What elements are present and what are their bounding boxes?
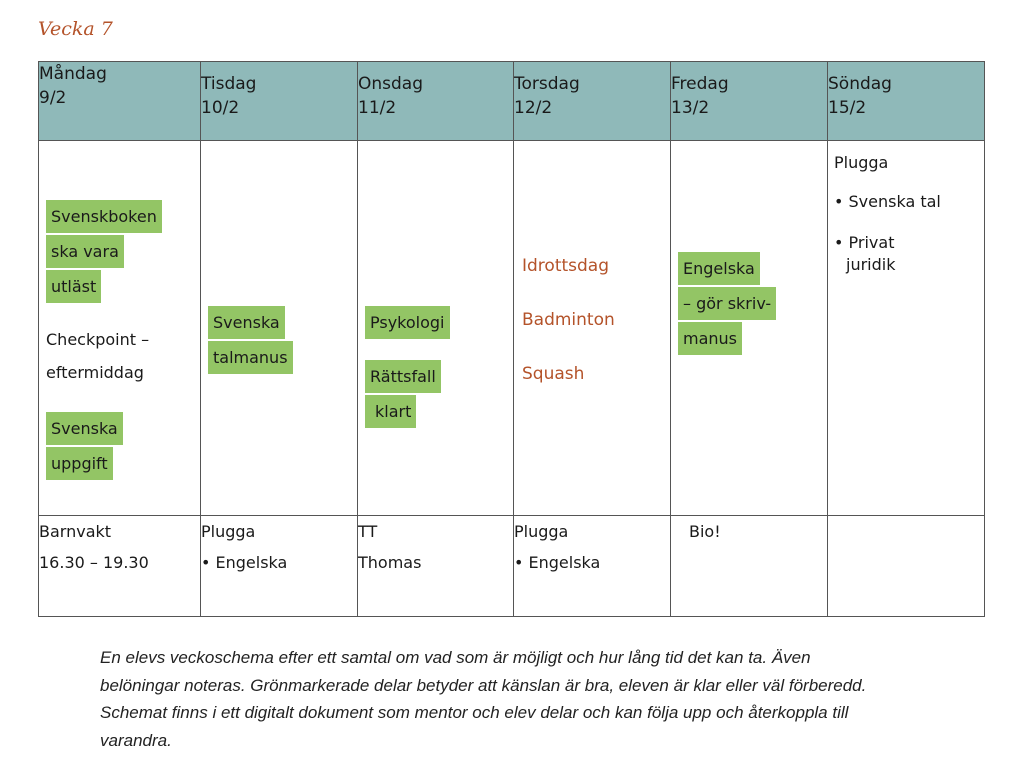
sunday-heading: Plugga [834,153,889,172]
activity-idrottsdag: Idrottsdag [522,256,610,276]
footer-sunday [828,516,985,617]
cell-sunday [828,141,985,516]
checkpoint-text: Checkpoint – [46,330,150,349]
footer-friday: Bio! [671,516,828,617]
highlight-talmanus: talmanus [208,341,293,374]
header-row [39,62,985,141]
day-header-tuesday: Tisdag 10/2 [201,62,358,141]
highlight-gor-skriv: – gör skriv- [678,287,776,320]
sunday-bullet-svenska-tal: • Svenska tal [834,192,941,211]
highlight-svenskboken: Svenskboken [46,200,162,233]
week-schedule-table [38,61,985,617]
highlight-svenska-tal: Svenska [208,306,285,339]
highlight-utlast: utläst [46,270,101,303]
highlight-rattsfall: Rättsfall [365,360,441,393]
day-header-wednesday: Onsdag 11/2 [358,62,514,141]
footer-tuesday: Plugga • Engelska [201,516,358,617]
footer-row [39,516,985,617]
highlight-psykologi: Psykologi [365,306,450,339]
caption-text: En elevs veckoschema efter ett samtal om vad som är möjligt och hur lång tid det kan ta. Även belöningar noteras. Grönmarkerade delar betyder att känslan är bra, eleven är klar eller väl förberedd. Schemat finns i ett digitalt dokument som mentor och elev delar och kan följa upp och återkoppla till varandra. [100,648,867,750]
day-header-monday: Måndag 9/2 [39,62,201,141]
footer-wednesday: TT Thomas [358,516,514,617]
highlight-engelska: Engelska [678,252,760,285]
cell-thursday [514,141,671,516]
day-header-friday: Fredag 13/2 [671,62,828,141]
day-header-thursday: Torsdag 12/2 [514,62,671,141]
cell-wednesday [358,141,514,516]
footer-monday: Barnvakt 16.30 – 19.30 [39,516,201,617]
cell-friday [671,141,828,516]
sunday-bullet-privat: • Privat [834,233,895,252]
highlight-uppgift: uppgift [46,447,113,480]
highlight-ska-vara: ska vara [46,235,124,268]
cell-monday [39,141,201,516]
highlight-klart: klart [365,395,416,428]
highlight-manus: manus [678,322,742,355]
highlight-svenska: Svenska [46,412,123,445]
week-title: Vecka 7 [38,18,113,40]
sunday-bullet-juridik: juridik [846,255,896,274]
checkpoint-time: eftermiddag [46,363,144,382]
day-header-sunday: Söndag 15/2 [828,62,985,141]
activity-squash: Squash [522,364,585,384]
footer-thursday: Plugga • Engelska [514,516,671,617]
activity-badminton: Badminton [522,310,615,330]
main-row [39,141,985,516]
cell-tuesday [201,141,358,516]
